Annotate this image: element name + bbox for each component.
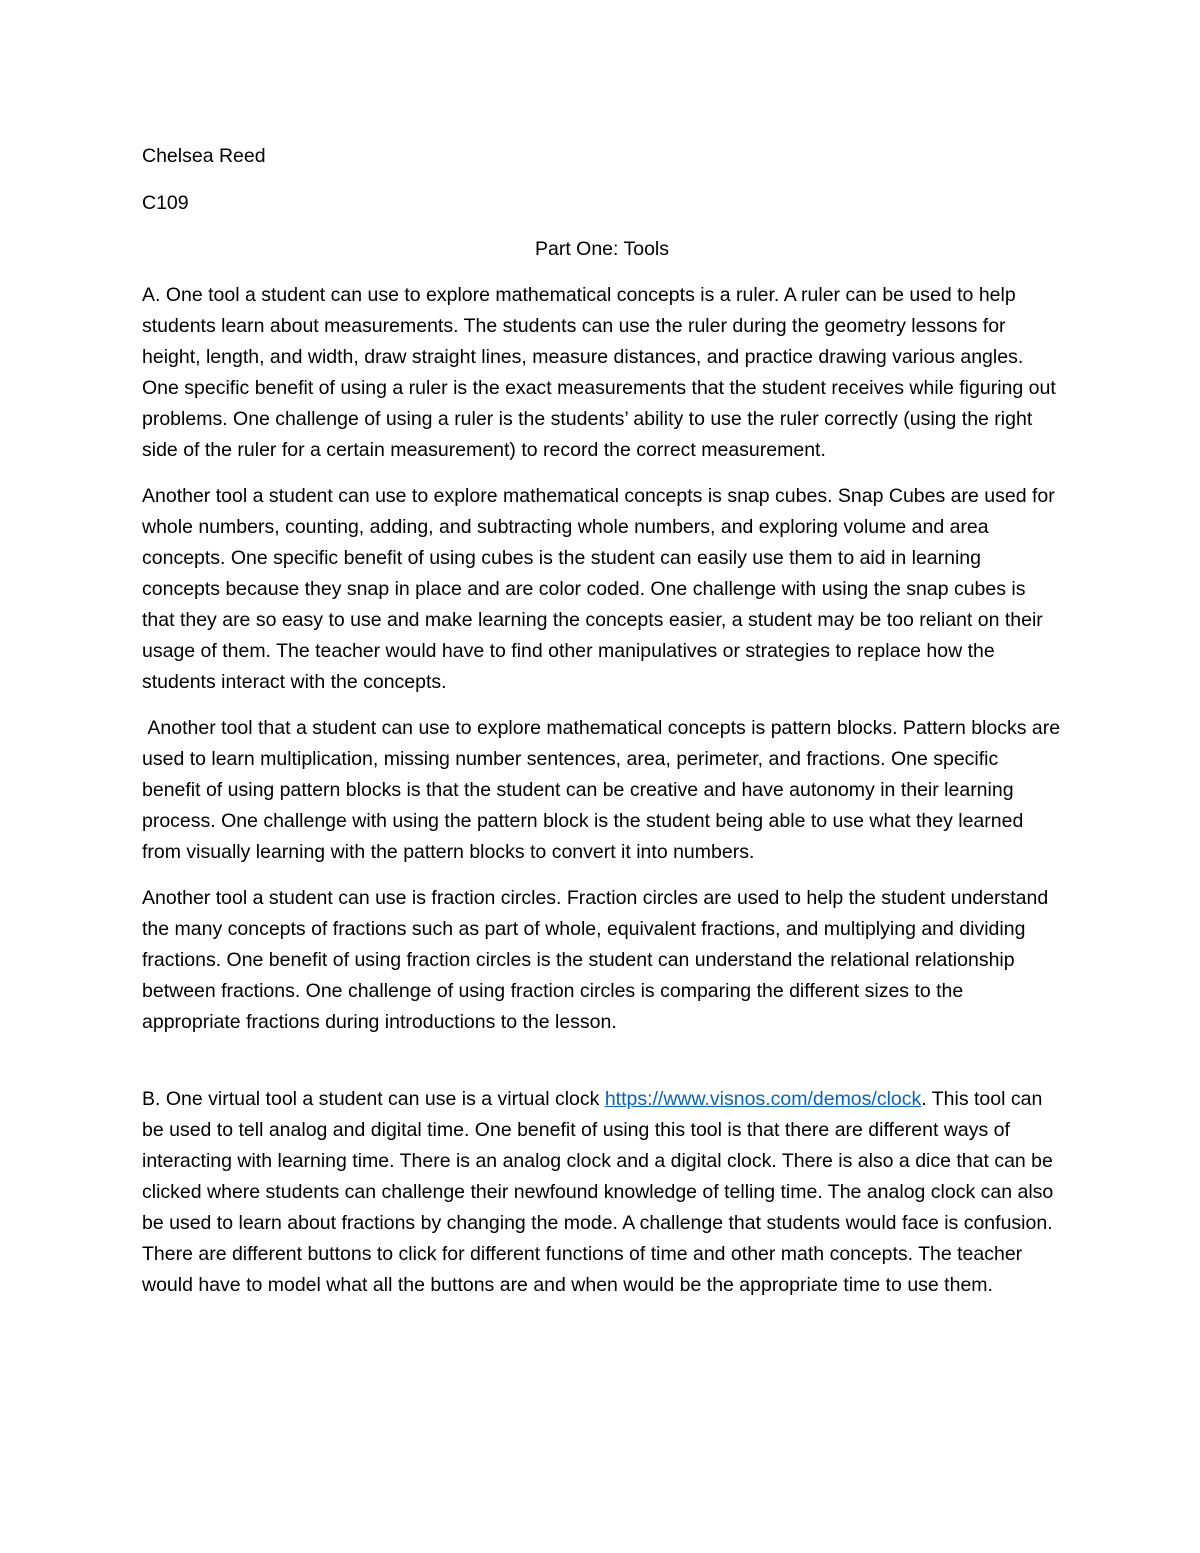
course-code: C109 bbox=[142, 191, 189, 214]
section-title: Part One: Tools bbox=[534, 238, 670, 260]
paragraph-virtual-clock bbox=[142, 1084, 1062, 1301]
paragraph-pattern-blocks: Another tool that a student can use to explore mathematical concepts is pattern blocks. Pattern blocks are used to learn multiplication, missing number sentences, area, perimeter, and fractions. One specific benefit of using pattern blocks is that the student can be creative and have autonomy in their learning process. One challenge with using the pattern block is the student being able to use what they learned from visually learning with the pattern blocks to convert it into numbers. bbox=[142, 717, 1066, 863]
virtual-clock-body: . This tool can be used to tell analog and digital time. One benefit of using this tool is that there are different ways of interacting with learning time. There is an analog clock and a digital clock. There is also a dice that can be clicked where students can challenge their newfound knowledge of telling time. The analog clock can also be used to learn about fractions by changing the mode. A challenge that students would face is confusion. There are different buttons to click for different functions of time and other math concepts. The teacher would have to model what all the buttons are and when would be the appropriate time to use them. bbox=[142, 1088, 1054, 1296]
author-name: Chelsea Reed bbox=[142, 145, 266, 167]
document-body bbox=[142, 141, 1066, 1316]
paragraph-snap-cubes: Another tool a student can use to explore mathematical concepts is snap cubes. Snap Cubes are used for whole numbers, counting, adding, and subtracting whole numbers, and exploring volume and area concepts. One specific benefit of using cubes is the student can easily use them to aid in learning concepts because they snap in place and are color coded. One challenge with using the snap cubes is that they are so easy to use and make learning the concepts easier, a student may be too reliant on their usage of them. The teacher would have to find other manipulatives or strategies to replace how the students interact with the concepts. bbox=[142, 485, 1055, 693]
visnos-clock-link[interactable]: https://www.visnos.com/demos/clock bbox=[604, 1088, 922, 1110]
virtual-clock-intro: B. One virtual tool a student can use is a virtual clock bbox=[142, 1088, 605, 1110]
paragraph-ruler: A. One tool a student can use to explore mathematical concepts is a ruler. A ruler can be used to help students learn about measurements. The students can use the ruler during the geometry lessons for height, length, and width, draw straight lines, measure distances, and practice drawing various angles. One specific benefit of using a ruler is the exact measurements that the student receives while figuring out problems. One challenge of using a ruler is the students’ ability to use the ruler correctly (using the right side of the ruler for a certain measurement) to record the correct measurement. bbox=[142, 284, 1056, 461]
paragraph-fraction-circles: Another tool a student can use is fraction circles. Fraction circles are used to help the student understand the many concepts of fractions such as part of whole, equivalent fractions, and multiplying and dividing fractions. One benefit of using fraction circles is the student can understand the relational relationship between fractions. One challenge of using fraction circles is comparing the different sizes to the appropriate fractions during introductions to the lesson. bbox=[142, 887, 1049, 1033]
